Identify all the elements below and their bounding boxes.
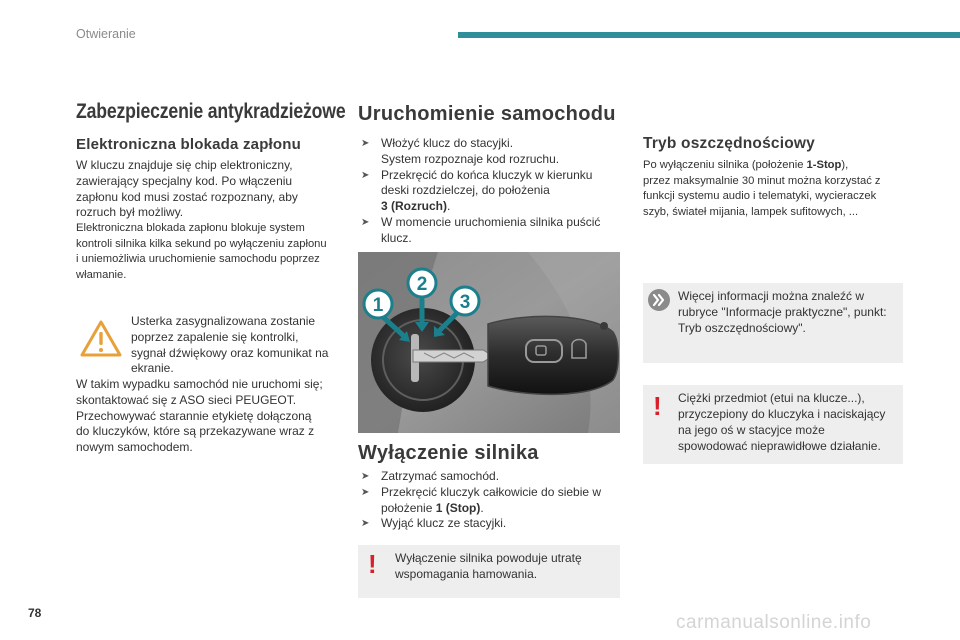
stop-steps-list bbox=[358, 469, 626, 532]
immobiliser-paragraph-2: Elektroniczna blokada zapłonu blokuje system kontroli silnika kilka sekund po wyłączeniu zapłonu i uniemożliwia uruchomienie samochodu poprzez włamanie. bbox=[76, 222, 327, 281]
figure-label-2: 2 bbox=[416, 274, 428, 295]
immobiliser-subtitle: Elektroniczna blokada zapłonu bbox=[76, 136, 302, 153]
bullet-icon: ➤ bbox=[361, 518, 370, 530]
eco-mode-title: Tryb oszczędnościowy bbox=[643, 135, 815, 152]
exclamation-icon: ! bbox=[653, 391, 662, 421]
warning-triangle-icon bbox=[80, 320, 122, 358]
bullet-icon: ➤ bbox=[361, 216, 370, 228]
bullet-icon: ➤ bbox=[361, 486, 370, 498]
list-item: ➤ Zatrzymać samochód. bbox=[361, 469, 500, 483]
stop-engine-title: Wyłączenie silnika bbox=[358, 442, 539, 464]
anti-theft-title: Zabezpieczenie antykradzieżowe bbox=[76, 100, 346, 123]
immobiliser-warning: Usterka zasygnalizowana zostanie poprzez zapalenie się kontrolki, sygnał dźwiękowy oraz komunikat na ekranie. bbox=[131, 314, 329, 376]
ignition-key-figure bbox=[358, 252, 620, 433]
bullet-icon: ➤ bbox=[361, 138, 370, 149]
key-warning-box: ! Ciężki przedmiot (etui na klucze...), przyczepiony do kluczyka i naciskający na jego oś w stacyjce może spowodować nieprawidłowe działanie. bbox=[643, 385, 903, 464]
bullet-icon: ➤ bbox=[361, 169, 370, 181]
immobiliser-paragraph-1: W kluczu znajduje się chip elektroniczny, zawierający specjalny kod. Po włączeniu zapłonu kod musi zostać rozpoznany, aby rozruch był możliwy. bbox=[76, 158, 298, 220]
bullet-icon: ➤ bbox=[361, 471, 370, 482]
immobiliser-paragraph-3: W takim wypadku samochód nie uruchomi się; skontaktować się z ASO sieci PEUGEOT. Przechowywać starannie etykietę dołączoną do kluczyków, które są przekazywane wraz z nowym samochodem. bbox=[76, 377, 323, 455]
exclamation-icon: ! bbox=[368, 549, 377, 579]
ignition-illustration bbox=[358, 252, 620, 433]
watermark: carmanualsonline.info bbox=[676, 612, 872, 633]
list-item: ➤ Wyjąć klucz ze stacyjki. bbox=[361, 516, 507, 531]
list-item: ➤ Przekręcić do końca kluczyk w kierunku deski rozdzielczej, do położenia 3 (Rozruch). bbox=[361, 167, 593, 214]
figure-label-3: 3 bbox=[459, 292, 471, 313]
page-number: 78 bbox=[28, 606, 42, 620]
figure-label-1: 1 bbox=[372, 295, 384, 316]
start-steps-list bbox=[358, 136, 626, 247]
list-item: ➤ Przekręcić kluczyk całkowicie do siebie w położenie 1 (Stop). bbox=[361, 484, 602, 515]
eco-mode-text: Po wyłączeniu silnika (położenie 1-Stop), przez maksymalnie 30 minut można korzystać z funkcji systemu audio i telematyki, wycieraczek szyb, świateł mijania, lampek sufitowych, ... bbox=[643, 159, 881, 218]
list-item: ➤ Włożyć klucz do stacyjki. System rozpoznaje kod rozruchu. bbox=[361, 136, 560, 166]
header-accent-bar bbox=[458, 32, 960, 38]
start-engine-title: Uruchomienie samochodu bbox=[358, 103, 616, 125]
list-item: ➤ W momencie uruchomienia silnika puścić klucz. bbox=[361, 214, 601, 245]
info-box: Więcej informacji można znaleźć w rubryce "Informacje praktyczne", punkt: Tryb oszczędnościowy". bbox=[643, 283, 903, 363]
info-arrow-icon bbox=[648, 289, 670, 311]
section-title: Otwieranie bbox=[76, 27, 136, 41]
brake-warning-box: ! Wyłączenie silnika powoduje utratę wspomagania hamowania. bbox=[358, 545, 620, 598]
